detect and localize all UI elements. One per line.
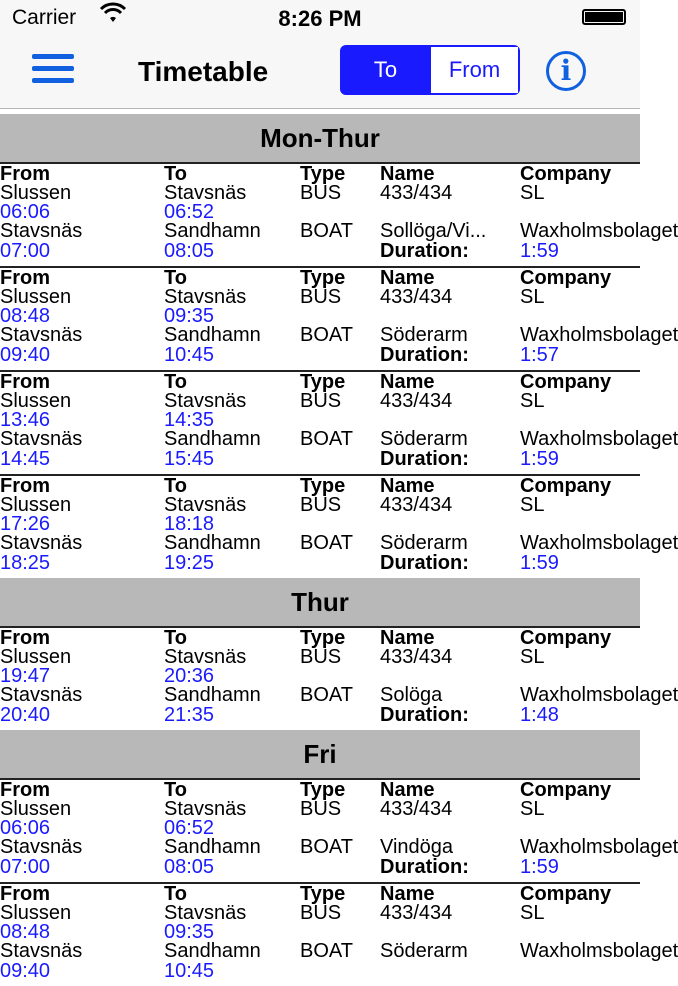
- bus-type: BUS: [300, 646, 342, 668]
- bus-company: SL: [520, 902, 545, 924]
- boat-to: Sandhamn: [164, 836, 261, 858]
- col-header-from: From: [0, 371, 50, 393]
- col-header-name: Name: [380, 163, 435, 185]
- boat-from: Stavsnäs: [0, 532, 83, 554]
- bus-from: Slussen: [0, 286, 72, 308]
- bus-departure-time: 08:48: [0, 921, 51, 943]
- col-header-to: To: [164, 163, 187, 185]
- duration-label: Duration:: [380, 704, 469, 726]
- carrier-label: Carrier: [12, 6, 77, 29]
- bus-from: Slussen: [0, 390, 72, 412]
- boat-company: Waxholmsbolaget: [520, 940, 678, 962]
- bus-type: BUS: [300, 798, 342, 820]
- boat-company: Waxholmsbolaget: [520, 220, 678, 242]
- section-header: Fri: [0, 730, 640, 778]
- boat-from: Stavsnäs: [0, 836, 83, 858]
- boat-name: Söderarm: [380, 428, 468, 450]
- bus-from: Slussen: [0, 494, 72, 516]
- duration-value: 1:59: [520, 856, 559, 878]
- section-header: Thur: [0, 578, 640, 626]
- bus-company: SL: [520, 286, 545, 308]
- col-header-company: Company: [520, 779, 612, 801]
- boat-name: Sollöga/Vi...: [380, 220, 487, 242]
- trip-row[interactable]: [0, 162, 678, 266]
- bus-to: Stavsnäs: [164, 182, 247, 204]
- duration-value: 1:59: [520, 552, 559, 574]
- col-header-from: From: [0, 627, 50, 649]
- bus-type: BUS: [300, 390, 342, 412]
- boat-type: BOAT: [300, 940, 353, 962]
- col-header-to: To: [164, 267, 187, 289]
- col-header-company: Company: [520, 267, 612, 289]
- page-title: Timetable: [138, 56, 269, 87]
- boat-arrival-time: 10:45: [164, 344, 215, 366]
- col-header-type: Type: [300, 627, 346, 649]
- bus-to: Stavsnäs: [164, 798, 247, 820]
- bus-to: Stavsnäs: [164, 286, 247, 308]
- col-header-name: Name: [380, 475, 435, 497]
- boat-from: Stavsnäs: [0, 324, 83, 346]
- boat-arrival-time: 19:25: [164, 552, 215, 574]
- col-header-type: Type: [300, 475, 346, 497]
- boat-to: Sandhamn: [164, 220, 261, 242]
- boat-name: Söderarm: [380, 532, 468, 554]
- bus-company: SL: [520, 182, 545, 204]
- boat-departure-time: 07:00: [0, 240, 51, 262]
- bus-type: BUS: [300, 286, 342, 308]
- menu-icon[interactable]: [30, 54, 76, 88]
- boat-name: Söderarm: [380, 324, 468, 346]
- col-header-name: Name: [380, 371, 435, 393]
- col-header-from: From: [0, 163, 50, 185]
- col-header-from: From: [0, 883, 50, 905]
- col-header-type: Type: [300, 163, 346, 185]
- boat-name: Vindöga: [380, 836, 454, 858]
- col-header-to: To: [164, 371, 187, 393]
- boat-departure-time: 18:25: [0, 552, 51, 574]
- col-header-company: Company: [520, 883, 612, 905]
- bus-departure-time: 06:06: [0, 201, 51, 223]
- col-header-to: To: [164, 475, 187, 497]
- segment-from-button[interactable]: From: [429, 47, 518, 93]
- bus-arrival-time: 06:52: [164, 201, 215, 223]
- bus-departure-time: 13:46: [0, 409, 51, 431]
- boat-arrival-time: 15:45: [164, 448, 215, 470]
- boat-type: BOAT: [300, 684, 353, 706]
- bus-type: BUS: [300, 182, 342, 204]
- trip-row[interactable]: [0, 778, 678, 882]
- col-header-name: Name: [380, 779, 435, 801]
- col-header-to: To: [164, 883, 187, 905]
- col-header-company: Company: [520, 475, 612, 497]
- boat-company: Waxholmsbolaget: [520, 836, 678, 858]
- col-header-from: From: [0, 779, 50, 801]
- status-bar: [0, 0, 640, 36]
- boat-to: Sandhamn: [164, 940, 261, 962]
- duration-label: Duration:: [380, 552, 469, 574]
- bus-departure-time: 19:47: [0, 665, 51, 687]
- boat-type: BOAT: [300, 220, 353, 242]
- duration-value: 1:48: [520, 704, 559, 726]
- bus-company: SL: [520, 646, 545, 668]
- duration-value: 1:59: [520, 240, 559, 262]
- boat-arrival-time: 08:05: [164, 240, 215, 262]
- segment-to-button[interactable]: To: [342, 47, 429, 93]
- col-header-to: To: [164, 627, 187, 649]
- bus-arrival-time: 14:35: [164, 409, 215, 431]
- bus-type: BUS: [300, 902, 342, 924]
- boat-name: Söderarm: [380, 940, 468, 962]
- bus-name: 433/434: [380, 798, 453, 820]
- bus-name: 433/434: [380, 494, 453, 516]
- bus-to: Stavsnäs: [164, 390, 247, 412]
- boat-type: BOAT: [300, 532, 353, 554]
- bus-arrival-time: 06:52: [164, 817, 215, 839]
- boat-to: Sandhamn: [164, 324, 261, 346]
- col-header-company: Company: [520, 371, 612, 393]
- timetable-list[interactable]: [0, 109, 678, 982]
- col-header-type: Type: [300, 779, 346, 801]
- bus-from: Slussen: [0, 902, 72, 924]
- bus-departure-time: 08:48: [0, 305, 51, 327]
- boat-arrival-time: 08:05: [164, 856, 215, 878]
- bus-from: Slussen: [0, 182, 72, 204]
- trip-row[interactable]: [0, 370, 678, 474]
- direction-segmented-control[interactable]: [340, 45, 520, 95]
- boat-company: Waxholmsbolaget: [520, 532, 678, 554]
- col-header-company: Company: [520, 627, 612, 649]
- bus-departure-time: 17:26: [0, 513, 51, 535]
- bus-arrival-time: 18:18: [164, 513, 215, 535]
- boat-departure-time: 14:45: [0, 448, 51, 470]
- trip-row[interactable]: [0, 626, 678, 730]
- duration-label: Duration:: [380, 344, 469, 366]
- col-header-name: Name: [380, 627, 435, 649]
- trip-row[interactable]: [0, 266, 678, 370]
- duration-value: 1:59: [520, 448, 559, 470]
- col-header-name: Name: [380, 883, 435, 905]
- bus-name: 433/434: [380, 182, 453, 204]
- col-header-name: Name: [380, 267, 435, 289]
- bus-arrival-time: 09:35: [164, 921, 215, 943]
- duration-label: Duration:: [380, 448, 469, 470]
- boat-departure-time: 09:40: [0, 344, 51, 366]
- bus-type: BUS: [300, 494, 342, 516]
- bus-from: Slussen: [0, 646, 72, 668]
- bus-to: Stavsnäs: [164, 902, 247, 924]
- bus-from: Slussen: [0, 798, 72, 820]
- boat-arrival-time: 21:35: [164, 704, 215, 726]
- bus-name: 433/434: [380, 390, 453, 412]
- boat-company: Waxholmsbolaget: [520, 324, 678, 346]
- boat-arrival-time: 10:45: [164, 960, 215, 982]
- duration-label: Duration:: [380, 240, 469, 262]
- col-header-company: Company: [520, 163, 612, 185]
- boat-from: Stavsnäs: [0, 940, 83, 962]
- col-header-from: From: [0, 267, 50, 289]
- boat-departure-time: 20:40: [0, 704, 51, 726]
- boat-to: Sandhamn: [164, 532, 261, 554]
- bus-arrival-time: 09:35: [164, 305, 215, 327]
- boat-departure-time: 07:00: [0, 856, 51, 878]
- bus-to: Stavsnäs: [164, 494, 247, 516]
- col-header-type: Type: [300, 883, 346, 905]
- duration-value: 1:57: [520, 344, 559, 366]
- bus-name: 433/434: [380, 286, 453, 308]
- battery-icon: [582, 9, 626, 25]
- bus-company: SL: [520, 494, 545, 516]
- bus-name: 433/434: [380, 902, 453, 924]
- boat-to: Sandhamn: [164, 684, 261, 706]
- boat-from: Stavsnäs: [0, 684, 83, 706]
- section-header: Mon-Thur: [0, 114, 640, 162]
- bus-to: Stavsnäs: [164, 646, 247, 668]
- status-time: 8:26 PM: [278, 6, 362, 31]
- boat-type: BOAT: [300, 324, 353, 346]
- bus-departure-time: 06:06: [0, 817, 51, 839]
- boat-to: Sandhamn: [164, 428, 261, 450]
- boat-from: Stavsnäs: [0, 428, 83, 450]
- boat-type: BOAT: [300, 836, 353, 858]
- trip-row[interactable]: [0, 882, 678, 986]
- boat-company: Waxholmsbolaget: [520, 428, 678, 450]
- boat-from: Stavsnäs: [0, 220, 83, 242]
- bus-company: SL: [520, 798, 545, 820]
- duration-label: Duration:: [380, 856, 469, 878]
- bus-arrival-time: 20:36: [164, 665, 215, 687]
- boat-name: Solöga: [380, 684, 443, 706]
- boat-type: BOAT: [300, 428, 353, 450]
- bus-name: 433/434: [380, 646, 453, 668]
- col-header-type: Type: [300, 371, 346, 393]
- col-header-from: From: [0, 475, 50, 497]
- info-icon[interactable]: i: [546, 51, 586, 91]
- bus-company: SL: [520, 390, 545, 412]
- col-header-type: Type: [300, 267, 346, 289]
- boat-departure-time: 09:40: [0, 960, 51, 982]
- trip-row[interactable]: [0, 474, 678, 578]
- col-header-to: To: [164, 779, 187, 801]
- navigation-bar: [0, 36, 640, 109]
- boat-company: Waxholmsbolaget: [520, 684, 678, 706]
